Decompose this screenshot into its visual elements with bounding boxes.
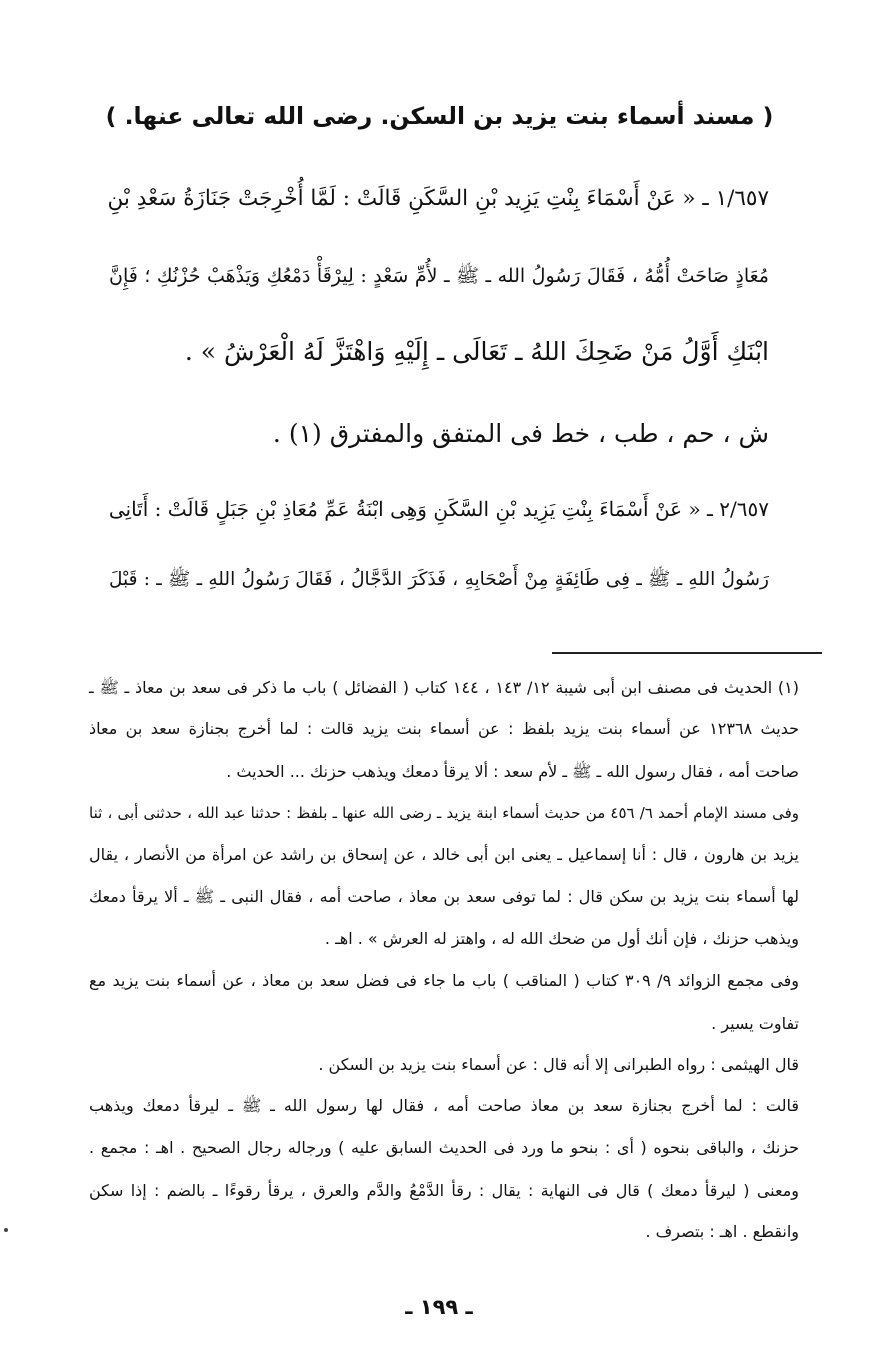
footnote-line-14: وانقطع . اهـ : بتصرف . (645, 1222, 799, 1241)
footnote-line-4: وفى مسند الإمام أحمد ٦/ ٤٥٦ من حديث أسماء ابنة يزيد ـ رضى الله عنها ـ بلفظ : حدثنا عبد الله ، حدثنى أبى ، ثنا (89, 804, 800, 822)
footnote-line-12: حزنك ، والباقى بنحوه ( أى : بنحو ما ورد فى الحديث السابق عليه ) ورجاله رجال الصحيح . اهـ : مجمع . (89, 1138, 799, 1157)
footnote-line-6: لها أسماء بنت يزيد بن سكن قال : لما توفى سعد بن معاذ ، صاحت أمه ، فقال النبى ـ ﷺ ـ ألا يرقأ دمعك (89, 887, 799, 906)
footnote-separator (552, 652, 822, 654)
footnote-line-1: (١) الحديث فى مصنف ابن أبى شيبة ١٢/ ١٤٣ ، ١٤٤ كتاب ( الفضائل ) باب ما ذكر فى سعد بن معاذ ـ ﷺ ـ (89, 678, 800, 697)
hadith-1-line-3: ابْنَكِ أَوَّلُ مَنْ ضَحِكَ اللهُ ـ تَعَالَى ـ إِلَيْهِ وَاهْتَزَّ لَهُ الْعَرْشُ » . (184, 337, 769, 366)
footnote-line-8: وفى مجمع الزوائد ٩/ ٣٠٩ كتاب ( المناقب ) باب ما جاء فى فضل سعد بن معاذ ، عن أسماء بنت يزيد مع (89, 971, 799, 990)
hadith-2-line-2: رَسُولُ اللهِ ـ ﷺ ـ فِى طَائِفَةٍ مِنْ أَصْحَابِهِ ، فَذَكَرَ الدَّجَّالُ ، فَقَالَ رَسُولُ اللهِ ـ ﷺ ـ : قَبْلَ (109, 569, 769, 590)
footnote-line-7: ويذهب حزنك ، فإن أنك أول من ضحك الله له ، واهتز له العرش » . اهـ . (324, 929, 799, 948)
footnote-line-5: يزيد بن هارون ، قال : أنا إسماعيل ـ يعنى ابن أبى خالد ، عن إسحاق بن راشد عن امرأة من الأنصار ، يقال (89, 845, 799, 864)
footnote-line-2: حديث ١٢٣٦٨ عن أسماء بنت يزيد بلفظ : عن أسماء بنت يزيد قالت : لما أخرج بجنازة سعد بن معاذ (89, 719, 799, 738)
footnote-line-13: ومعنى ( ليرقأ دمعك ) قال فى النهاية : يقال : رقأ الدَّمْعُ والدَّم والعرق ، يرقأ رقوءًا ـ بالضم : إذا سكن (89, 1181, 799, 1200)
footnote-line-11: قالت : لما أخرج بجنازة سعد بن معاذ صاحت أمه ، فقال لها رسول الله ـ ﷺ ـ ليرقأ دمعك ويذهب (89, 1096, 799, 1115)
page-number: ـ ١٩٩ ـ (405, 1295, 473, 1319)
hadith-1-line-2: مُعَاذٍ صَاحَتْ أُمُّهُ ، فَقَالَ رَسُولُ الله ـ ﷺ ـ لأُمِّ سَعْدٍ : لِيرْقَأْ دَمْعُكِ وَيَذْهَبْ حُزْنُكِ ؛ فَإِنَّ (109, 265, 769, 287)
footnote-line-3: صاحت أمه ، فقال رسول الله ـ ﷺ ـ لأم سعد : ألا يرقأ دمعك ويذهب حزنك ... الحديث . (226, 762, 799, 781)
hadith-1-line-1: ١/٦٥٧ ـ « عَنْ أَسْمَاءَ بِنْتِ يَزِيد بْنِ السَّكَنِ قَالَتْ : لَمَّا أُخْرِجَتْ جَنَازَةُ سَعْدِ بْنِ (107, 186, 769, 211)
hadith-1-sources: ش ، حم ، طب ، خط فى المتفق والمفترق (١) . (272, 419, 769, 448)
section-title: ( مسند أسماء بنت يزيد بن السكن. رضى الله تعالى عنها. ) (105, 102, 774, 130)
scan-speck (4, 1228, 8, 1232)
footnote-line-10: قال الهيثمى : رواه الطبرانى إلا أنه قال : عن أسماء بنت يزيد بن السكن . (318, 1055, 799, 1074)
hadith-2-line-1: ٢/٦٥٧ ـ « عَنْ أَسْمَاءَ بِنْتِ يَزِيد بْنِ السَّكَنِ وَهِى ابْنَةُ عَمِّ مُعَاذِ بْنِ جَبَلٍ قَالَتْ : أَتَانِى (108, 497, 769, 521)
footnote-line-9: تفاوت يسير . (711, 1014, 799, 1033)
